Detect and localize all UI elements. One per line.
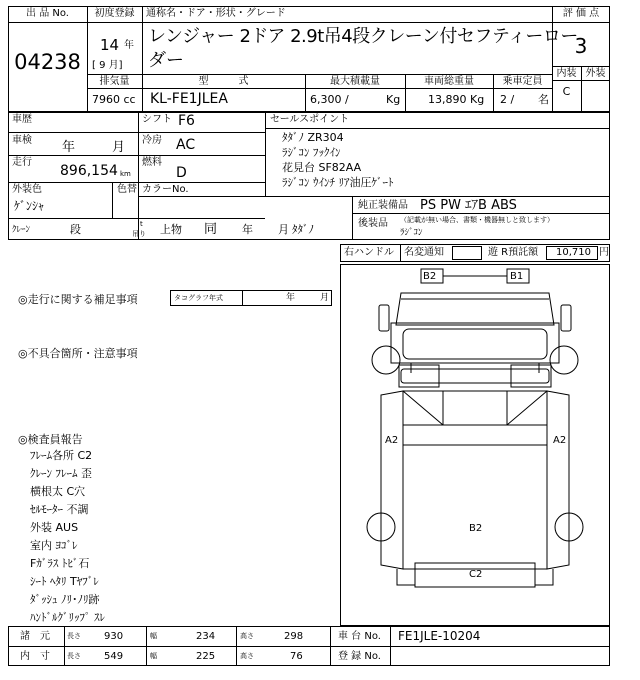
spec-height: 298 — [284, 631, 304, 642]
crane-label: ｸﾚｰﾝ — [12, 225, 31, 235]
inner-height: 76 — [290, 651, 303, 662]
mileage-label: 走行 — [12, 157, 32, 168]
model-name-label: 通称名・ドア・形状・グレード — [146, 8, 286, 19]
sales-point: 花見台 SF82AA — [282, 161, 362, 174]
diagram-mark: C2 — [469, 569, 483, 580]
right-handle: 右ハンドル — [344, 247, 394, 258]
diagram-mark: A2 — [553, 435, 567, 446]
aftermarket: ﾗｼﾞｺﾝ — [400, 228, 423, 238]
interior-grade: C — [562, 85, 571, 98]
color-label: 外装色 — [12, 184, 42, 195]
divider — [8, 182, 265, 183]
divider — [87, 88, 552, 89]
divider — [400, 244, 401, 262]
spec-width: 234 — [196, 631, 216, 642]
divider — [352, 213, 610, 214]
divider — [146, 626, 147, 666]
inner-length: 549 — [104, 651, 124, 662]
ac-label: 冷房 — [142, 135, 162, 146]
first-reg-year: 14 — [100, 36, 120, 54]
mileage: 896,154 — [60, 163, 118, 179]
ac: AC — [176, 137, 196, 153]
model-title-line2: ダー — [148, 50, 184, 71]
recycle-deposit-label: 遊 R預託額 — [488, 247, 539, 258]
divider — [87, 74, 552, 75]
divider — [330, 626, 331, 666]
lot-no: 04238 — [14, 50, 81, 74]
meter-change-box — [452, 246, 482, 260]
width-label: 幅 — [150, 632, 157, 640]
inspector-item: ﾊﾝﾄﾞﾙｸﾞﾘｯﾌﾟ ｽﾚ — [30, 611, 105, 624]
inner-width: 225 — [196, 651, 216, 662]
divider — [352, 196, 353, 240]
divider — [142, 6, 143, 74]
inspector-item: 横根太 C穴 — [30, 485, 86, 498]
divider — [64, 626, 65, 666]
inspector-title: ◎検査員報告 — [18, 433, 83, 446]
inspection-year: 年 — [62, 140, 76, 155]
inspection-month: 月 — [112, 140, 126, 155]
body-month: 月 — [278, 223, 289, 236]
first-reg-label: 初度登録 — [94, 8, 135, 19]
diagram-mark: B2 — [423, 271, 437, 282]
diagram-mark: B1 — [510, 271, 524, 282]
model-code: KL-FE1JLEA — [150, 91, 228, 107]
body-label: 上物 — [160, 223, 182, 236]
chassis-label: 車 台 No. — [338, 631, 381, 642]
lot-no-label: 出 品 No. — [26, 8, 69, 19]
fuel-label: 燃料 — [142, 157, 162, 168]
interior-label: 内装 — [556, 68, 577, 79]
sales-points-label: セールスポイント — [270, 114, 350, 125]
body-year: 年 — [242, 223, 253, 236]
inspector-item: Fｶﾞﾗｽ ﾄﾋﾞ石 — [30, 557, 90, 570]
divider — [236, 626, 237, 666]
width-label: 幅 — [150, 652, 157, 660]
defects-title: ◎不具合箇所・注意事項 — [18, 347, 138, 360]
sales-point: ﾗｼﾞｺﾝ ｳｲﾝﾁ ﾘｱ油圧ｹﾞｰﾄ — [282, 176, 394, 189]
equipment-label: 純正装備品 — [358, 200, 408, 211]
divider — [8, 218, 265, 219]
max-load-label: 最大積載量 — [330, 76, 380, 87]
inspector-item: ｼｰﾄ ﾍﾀﾘ Tﾔﾌﾞﾚ — [30, 575, 99, 588]
gross-weight: 13,890 Kg — [428, 93, 485, 106]
length-label: 長さ — [67, 652, 81, 660]
capacity: 2 / — [500, 93, 515, 106]
divider — [8, 646, 610, 647]
inspection-label: 車検 — [12, 135, 32, 146]
divider — [8, 155, 265, 156]
history-label: 車歴 — [12, 114, 32, 125]
inner-dims-label: 内 寸 — [20, 651, 50, 662]
displacement: 7960 cc — [92, 93, 136, 106]
inspector-item: 外装 AUS — [30, 521, 79, 534]
sales-point: ﾀﾀﾞﾉ ZR304 — [282, 131, 344, 144]
exterior-label: 外装 — [585, 68, 606, 79]
capacity-unit: 名 — [538, 93, 549, 106]
meter-change-label: 名変通知 — [404, 247, 444, 258]
body-same: 同 — [204, 222, 218, 237]
sales-point: ﾗｼﾞｺﾝ ﾌｯｸｲﾝ — [282, 146, 341, 159]
max-load-unit: Kg — [386, 93, 401, 106]
divider — [265, 112, 266, 196]
grade-value: 3 — [574, 34, 588, 58]
equipment: PS PW ｴｱB ABS — [420, 198, 517, 213]
truck-diagram — [340, 264, 610, 626]
crane-t-mark: t — [140, 220, 143, 228]
inspector-item: ｸﾚｰﾝ ﾌﾚｰﾑ 歪 — [30, 467, 92, 480]
first-reg-month: [ 9 月] — [92, 60, 123, 71]
color-no-label: カラーNo. — [142, 184, 189, 195]
grade-label: 評 価 点 — [562, 8, 600, 19]
aftermarket-label: 後装品 — [358, 218, 388, 229]
height-label: 高さ — [240, 632, 254, 640]
spec-length: 930 — [104, 631, 124, 642]
inspector-item: 室内 ﾖｺﾞﾚ — [30, 539, 78, 552]
divider — [265, 128, 610, 129]
divider — [242, 290, 243, 306]
registration-label: 登 録 No. — [338, 651, 381, 662]
shift-label: シフト — [142, 114, 172, 125]
model-title-line1: レンジャー 2ドア 2.9t吊4段クレーン付セフティーロー — [148, 26, 578, 47]
chassis-number: FE1JLE-10204 — [398, 629, 481, 643]
spec-dims-label: 諸 元 — [20, 631, 50, 642]
inspector-item: ｾﾙﾓｰﾀｰ 不調 — [30, 503, 89, 516]
max-load: 6,300 / — [310, 93, 349, 106]
recycle-deposit: 10,710 — [556, 247, 591, 258]
inspector-item: ﾌﾚｰﾑ各所 C2 — [30, 449, 93, 462]
color-change-label: 色替 — [117, 184, 137, 195]
body-maker: ﾀﾀﾞﾉ — [292, 223, 314, 236]
recycle-deposit-unit: 円 — [599, 247, 609, 258]
capacity-label: 乗車定員 — [502, 76, 543, 87]
crane-stages-unit: 段 — [70, 223, 81, 236]
shift: F6 — [178, 113, 195, 129]
driving-notes-title: ◎走行に関する補足事項 — [18, 293, 138, 306]
divider — [8, 22, 610, 23]
displacement-label: 排気量 — [99, 76, 130, 87]
length-label: 長さ — [67, 632, 81, 640]
aftermarket-note: （記載が無い場合、書類・機器無しと致します） — [400, 216, 554, 224]
divider — [138, 196, 610, 197]
tachograph-label: タコグラフ年式 — [174, 294, 223, 302]
mileage-unit: km — [120, 170, 131, 178]
diagram-mark: B2 — [469, 523, 483, 534]
first-reg-year-unit: 年 — [124, 40, 134, 51]
height-label: 高さ — [240, 652, 254, 660]
inspector-item: ﾀﾞｯｼｭ ﾉﾘ･ﾉﾘ跡 — [30, 593, 100, 606]
color: ｹﾞﾝｼｬ — [14, 199, 45, 213]
model-code-label: 型 式 — [198, 76, 249, 87]
crane-lift-label: 吊り — [132, 230, 146, 238]
divider — [8, 132, 265, 133]
divider — [390, 626, 391, 666]
diagram-mark: A2 — [385, 435, 399, 446]
gross-weight-label: 車両総重量 — [424, 76, 474, 87]
fuel: D — [176, 165, 187, 181]
tachograph-month: 月 — [320, 293, 330, 303]
divider — [112, 182, 113, 218]
tachograph-year: 年 — [286, 293, 296, 303]
